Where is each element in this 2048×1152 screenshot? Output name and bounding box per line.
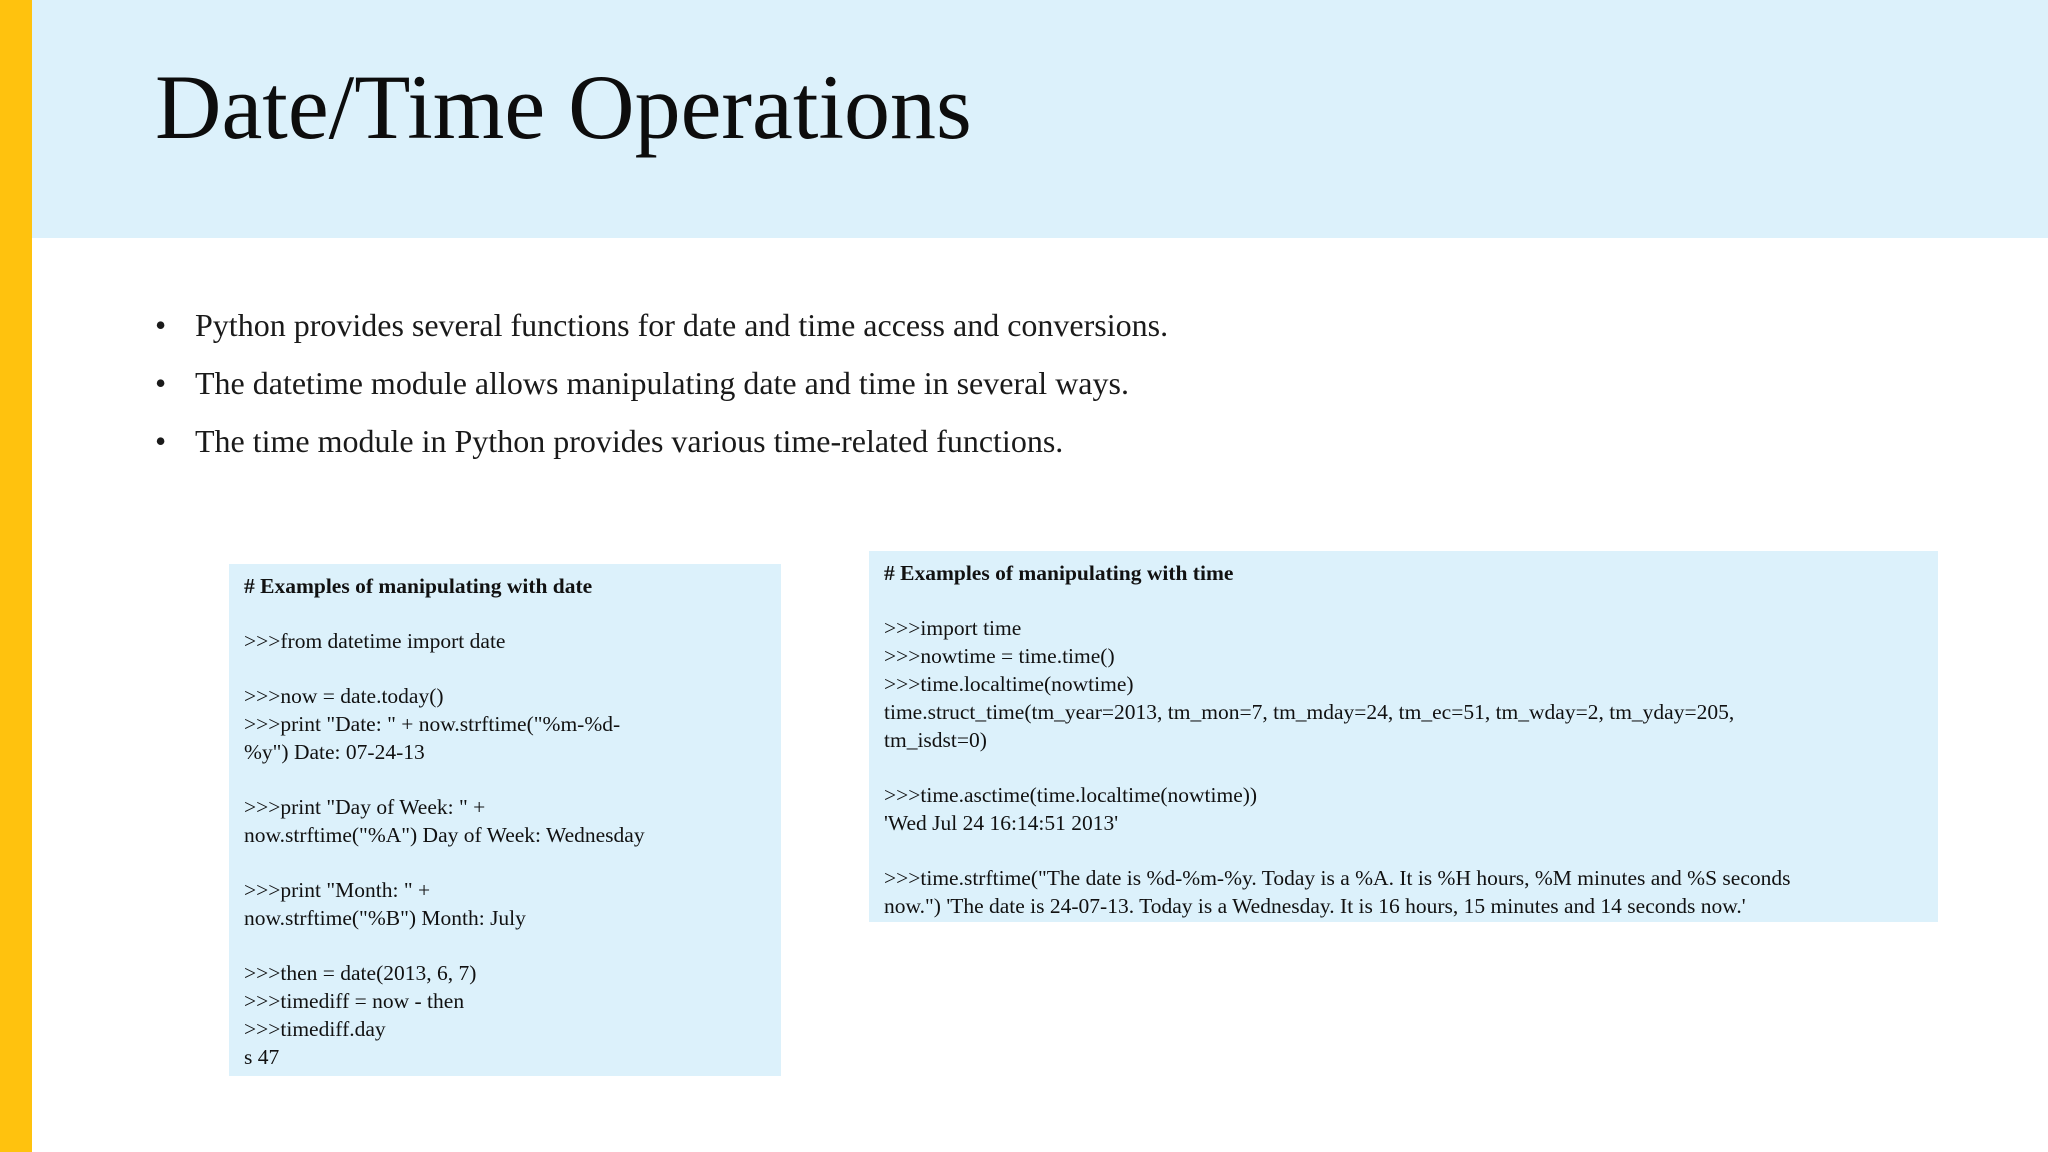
code-block bbox=[244, 627, 766, 655]
bullet-text: The time module in Python provides various time-related functions. bbox=[195, 423, 1064, 459]
slide-title: Date/Time Operations bbox=[155, 56, 972, 158]
code-block bbox=[244, 876, 766, 932]
code-block bbox=[884, 614, 1923, 754]
code-line: s 47 bbox=[244, 1045, 280, 1069]
bullet-item bbox=[155, 421, 1955, 461]
bullet-item bbox=[155, 363, 1955, 403]
code-line: >>>print "Day of Week: " + bbox=[244, 795, 486, 819]
code-line: now.") 'The date is 24-07-13. Today is a Wednesday. It is 16 hours, 15 minutes and 14 seconds now.' bbox=[884, 894, 1746, 918]
bullet-marker: • bbox=[155, 307, 167, 343]
code-line: >>>timediff.day bbox=[244, 1017, 386, 1041]
code-line: >>>from datetime import date bbox=[244, 629, 506, 653]
date-example-heading: # Examples of manipulating with date bbox=[244, 574, 593, 598]
code-line: >>>then = date(2013, 6, 7) bbox=[244, 961, 477, 985]
code-line: >>>time.asctime(time.localtime(nowtime)) bbox=[884, 783, 1258, 807]
code-block bbox=[884, 781, 1923, 837]
code-block bbox=[244, 793, 766, 849]
code-line: %y") Date: 07-24-13 bbox=[244, 740, 425, 764]
code-block bbox=[244, 682, 766, 766]
time-example-heading: # Examples of manipulating with time bbox=[884, 561, 1234, 585]
code-line: >>>time.strftime("The date is %d-%m-%y. Today is a %A. It is %H hours, %M minutes and %S seconds bbox=[884, 866, 1791, 890]
code-line: >>>timediff = now - then bbox=[244, 989, 465, 1013]
bullet-text: The datetime module allows manipulating date and time in several ways. bbox=[195, 365, 1129, 401]
code-block bbox=[244, 959, 766, 1071]
code-line: >>>time.localtime(nowtime) bbox=[884, 672, 1134, 696]
bullet-list bbox=[155, 305, 1955, 479]
code-line: >>>import time bbox=[884, 616, 1022, 640]
code-line: now.strftime("%B") Month: July bbox=[244, 906, 526, 930]
code-block bbox=[884, 864, 1923, 920]
code-line: >>>now = date.today() bbox=[244, 684, 444, 708]
bullet-marker: • bbox=[155, 423, 167, 459]
bullet-text: Python provides several functions for date and time access and conversions. bbox=[195, 307, 1169, 343]
time-example-box bbox=[869, 551, 1938, 922]
accent-bar bbox=[0, 0, 32, 1152]
code-line: >>>print "Date: " + now.strftime("%m-%d- bbox=[244, 712, 621, 736]
code-line: tm_isdst=0) bbox=[884, 728, 987, 752]
code-line: now.strftime("%A") Day of Week: Wednesday bbox=[244, 823, 645, 847]
date-example-box bbox=[229, 564, 781, 1076]
code-line: >>>nowtime = time.time() bbox=[884, 644, 1115, 668]
code-line: time.struct_time(tm_year=2013, tm_mon=7, tm_mday=24, tm_ec=51, tm_wday=2, tm_yday=205, bbox=[884, 700, 1735, 724]
code-line: 'Wed Jul 24 16:14:51 2013' bbox=[884, 811, 1119, 835]
bullet-item bbox=[155, 305, 1955, 345]
bullet-marker: • bbox=[155, 365, 167, 401]
code-line: >>>print "Month: " + bbox=[244, 878, 431, 902]
